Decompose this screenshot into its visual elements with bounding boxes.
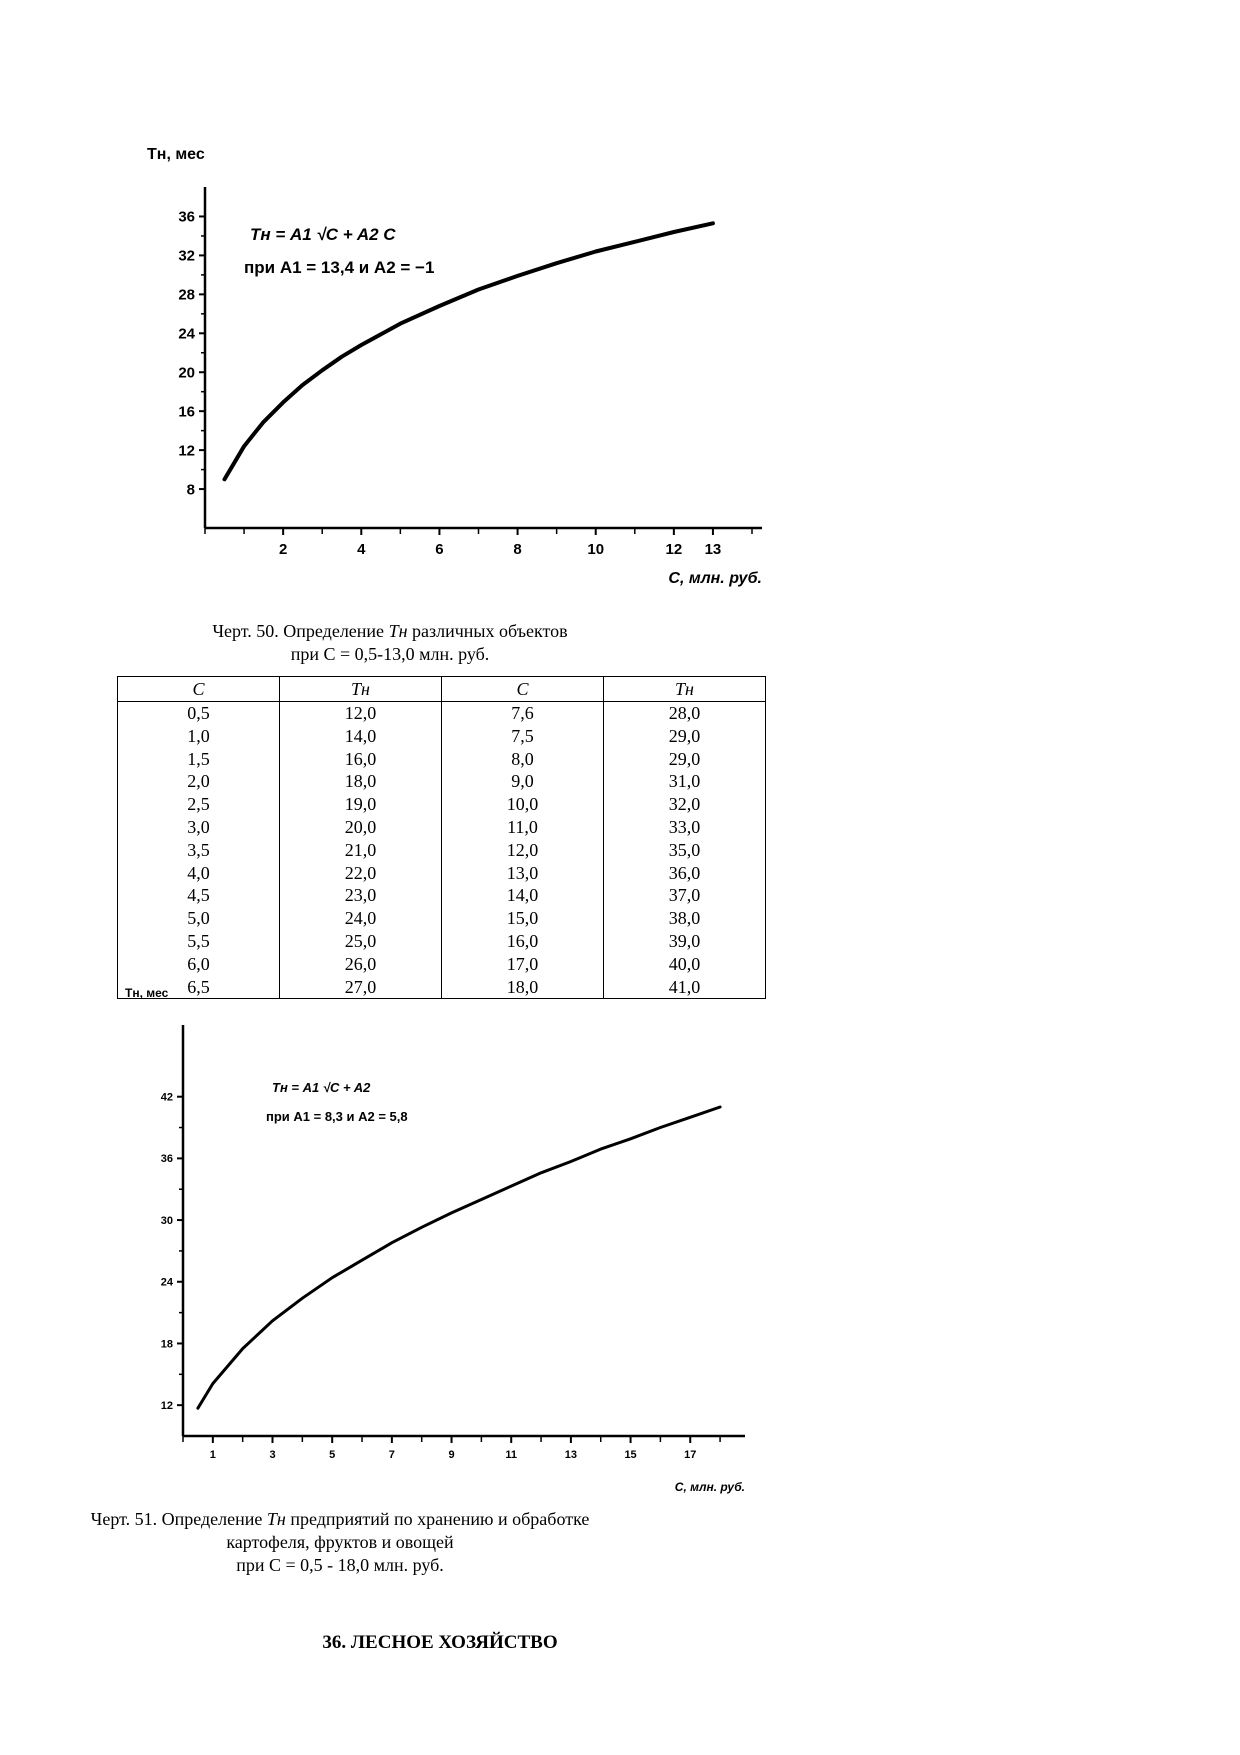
- table-cell: 6,0: [118, 953, 280, 976]
- y-tick-label: 36: [178, 208, 195, 226]
- caption-50-variable: Тн: [388, 621, 408, 641]
- y-axis-label: Тн, мес: [125, 986, 169, 1000]
- y-tick-label: 36: [160, 1153, 173, 1166]
- table-cell: 6,5: [118, 976, 280, 999]
- table-cell: 11,0: [442, 816, 604, 839]
- y-axis-label: Тн, мес: [147, 146, 205, 163]
- table-row: [118, 839, 766, 862]
- y-tick-label: 12: [178, 442, 195, 460]
- x-tick-label: 13: [704, 541, 722, 558]
- header-c-2: С: [442, 677, 604, 702]
- table-cell: 28,0: [604, 702, 766, 725]
- table-cell: 33,0: [604, 816, 766, 839]
- table-cell: 18,0: [442, 976, 604, 999]
- caption-51-range: при С = 0,5 - 18,0 млн. руб.: [236, 1555, 444, 1575]
- formula-line-2: при A1 = 8,3 и A2 = 5,8: [266, 1109, 408, 1124]
- table-cell: 27,0: [280, 976, 442, 999]
- table-cell: 12,0: [442, 839, 604, 862]
- header-tn-2: Тн: [604, 677, 766, 702]
- table-cell: 40,0: [604, 953, 766, 976]
- table-cell: 4,5: [118, 884, 280, 907]
- table-cell: 17,0: [442, 953, 604, 976]
- table-cell: 25,0: [280, 930, 442, 953]
- caption-51-variable: Тн: [266, 1509, 286, 1529]
- table-cell: 8,0: [442, 748, 604, 771]
- table-cell: 16,0: [442, 930, 604, 953]
- formula-line-1: Тн = A1 √C + A2: [272, 1080, 371, 1095]
- table-cell: 5,5: [118, 930, 280, 953]
- x-tick-label: 12: [665, 541, 683, 558]
- y-tick-label: 8: [186, 481, 195, 499]
- table-cell: 7,6: [442, 702, 604, 725]
- table-row: [118, 976, 766, 999]
- table-cell: 7,5: [442, 725, 604, 748]
- table-cell: 24,0: [280, 907, 442, 930]
- table-row: [118, 702, 766, 725]
- y-tick-label: 32: [178, 247, 195, 265]
- table-cell: 14,0: [280, 725, 442, 748]
- formula-line-2: при A1 = 13,4 и A2 = −1: [244, 258, 435, 277]
- y-tick-label: 24: [160, 1276, 173, 1289]
- caption-50-range: при С = 0,5-13,0 млн. руб.: [290, 644, 490, 664]
- table-cell: 13,0: [442, 862, 604, 885]
- table-cell: 29,0: [604, 748, 766, 771]
- table-row: [118, 748, 766, 771]
- y-tick-label: 24: [178, 325, 195, 343]
- table-cell: 35,0: [604, 839, 766, 862]
- x-tick-label: 7: [388, 1449, 395, 1461]
- y-tick-label: 16: [178, 403, 195, 421]
- table-cell: 5,0: [118, 907, 280, 930]
- y-tick-label: 18: [160, 1338, 173, 1351]
- table-cell: 32,0: [604, 793, 766, 816]
- table-cell: 1,5: [118, 748, 280, 771]
- caption-51-prefix: Черт. 51. Определение: [90, 1509, 267, 1529]
- series-line: [198, 1107, 720, 1408]
- table-cell: 31,0: [604, 770, 766, 793]
- table-cell: 3,0: [118, 816, 280, 839]
- table-row: [118, 953, 766, 976]
- table-cell: 29,0: [604, 725, 766, 748]
- table-cell: 2,0: [118, 770, 280, 793]
- table-cell: 38,0: [604, 907, 766, 930]
- x-tick-label: 15: [624, 1449, 637, 1461]
- x-tick-label: 1: [209, 1449, 216, 1461]
- table-row: [118, 725, 766, 748]
- x-tick-label: 13: [564, 1449, 578, 1461]
- x-tick-label: 6: [435, 541, 444, 558]
- table-row: [118, 884, 766, 907]
- table-cell: 20,0: [280, 816, 442, 839]
- table-cell: 3,5: [118, 839, 280, 862]
- y-tick-label: 28: [178, 286, 195, 304]
- table-row: [118, 770, 766, 793]
- formula-line-1: Тн = A1 √C + A2 C: [250, 225, 396, 244]
- table-cell: 12,0: [280, 702, 442, 725]
- header-c-1: С: [118, 677, 280, 702]
- x-tick-label: 5: [329, 1449, 336, 1461]
- table-cell: 21,0: [280, 839, 442, 862]
- table-cell: 15,0: [442, 907, 604, 930]
- table-cell: 18,0: [280, 770, 442, 793]
- y-tick-label: 20: [178, 364, 195, 382]
- table-cell: 2,5: [118, 793, 280, 816]
- x-axis-label: С, млн. руб.: [674, 1480, 745, 1494]
- caption-chart-51: [0, 1508, 960, 1577]
- table-cell: 19,0: [280, 793, 442, 816]
- x-tick-label: 4: [357, 541, 366, 558]
- table-cell: 4,0: [118, 862, 280, 885]
- table-cell: 26,0: [280, 953, 442, 976]
- x-tick-label: 17: [684, 1449, 697, 1461]
- table-body: [118, 702, 766, 999]
- x-tick-label: 2: [278, 541, 288, 558]
- caption-51-line2: картофеля, фруктов и овощей: [226, 1532, 454, 1552]
- caption-51-suffix: предприятий по хранению и обработке: [285, 1509, 590, 1529]
- y-tick-label: 12: [160, 1400, 173, 1413]
- table-row: [118, 862, 766, 885]
- table-row: [118, 907, 766, 930]
- table-cell: 22,0: [280, 862, 442, 885]
- chart-50: [0, 0, 1240, 620]
- table-cell: 16,0: [280, 748, 442, 771]
- table-cell: 0,5: [118, 702, 280, 725]
- table-cell: 10,0: [442, 793, 604, 816]
- x-tick-label: 11: [505, 1449, 518, 1461]
- y-tick-label: 42: [160, 1091, 173, 1104]
- caption-chart-50: [0, 620, 1010, 666]
- x-tick-label: 3: [269, 1449, 276, 1461]
- table-cell: 41,0: [604, 976, 766, 999]
- y-tick-label: 30: [160, 1214, 173, 1227]
- table-header-row: [118, 677, 766, 702]
- caption-50-prefix: Черт. 50. Определение: [212, 621, 389, 641]
- table-cell: 37,0: [604, 884, 766, 907]
- section-title: 36. ЛЕСНОЕ ХОЗЯЙСТВО: [322, 1632, 558, 1653]
- caption-50-suffix: различных объектов: [407, 621, 568, 641]
- table-cell: 23,0: [280, 884, 442, 907]
- table-cell: 1,0: [118, 725, 280, 748]
- header-tn-1: Тн: [280, 677, 442, 702]
- data-table: [117, 676, 766, 999]
- x-tick-label: 9: [448, 1449, 455, 1461]
- x-axis-label: С, млн. руб.: [668, 570, 762, 587]
- table-cell: 14,0: [442, 884, 604, 907]
- x-tick-label: 10: [587, 541, 605, 558]
- table-cell: 39,0: [604, 930, 766, 953]
- table-row: [118, 793, 766, 816]
- table-cell: 9,0: [442, 770, 604, 793]
- table-cell: 36,0: [604, 862, 766, 885]
- table-row: [118, 930, 766, 953]
- table-row: [118, 816, 766, 839]
- x-tick-label: 8: [513, 541, 522, 558]
